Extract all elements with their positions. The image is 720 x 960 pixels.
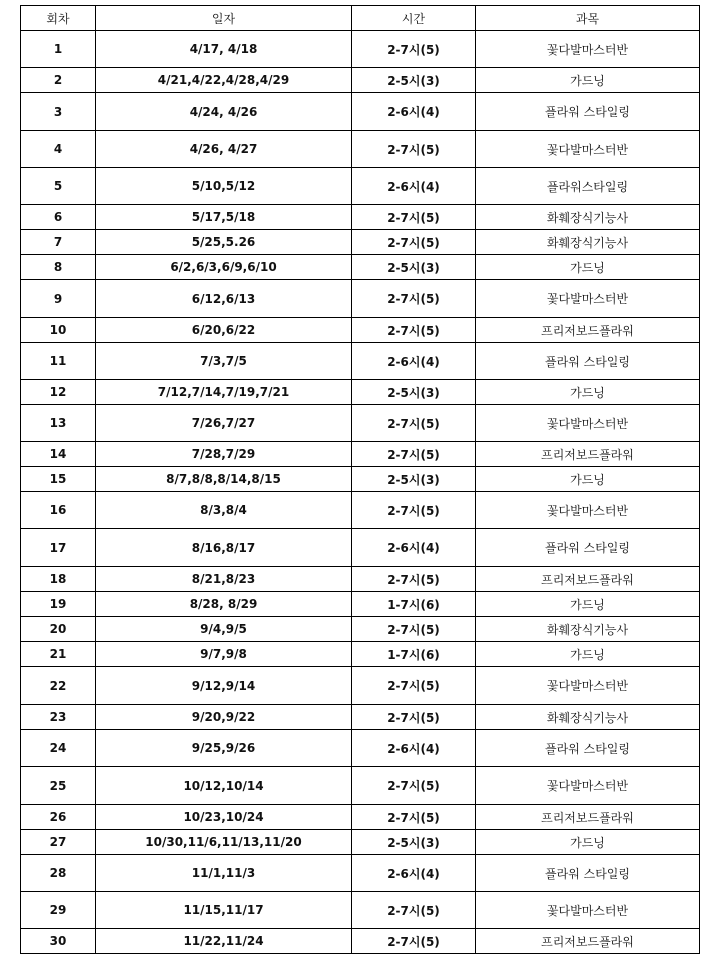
session-subject: 꽃다발마스터반 (476, 131, 700, 168)
session-dates: 9/25,9/26 (96, 730, 352, 767)
session-subject: 꽃다발마스터반 (476, 280, 700, 318)
session-dates: 6/20,6/22 (96, 318, 352, 343)
session-time: 2-7시(5) (352, 405, 476, 442)
session-time: 1-7시(6) (352, 592, 476, 617)
session-subject: 꽃다발마스터반 (476, 767, 700, 805)
header-row (21, 6, 700, 31)
session-subject: 프리저보드플라워 (476, 929, 700, 954)
session-time: 2-7시(5) (352, 492, 476, 529)
table-row (21, 767, 700, 805)
session-number: 4 (21, 131, 96, 168)
table-row (21, 168, 700, 205)
session-subject: 꽃다발마스터반 (476, 31, 700, 68)
session-time: 2-6시(4) (352, 93, 476, 131)
session-number: 11 (21, 343, 96, 380)
session-subject: 플라워 스타일링 (476, 343, 700, 380)
table-row (21, 617, 700, 642)
session-time: 2-5시(3) (352, 255, 476, 280)
session-number: 29 (21, 892, 96, 929)
session-number: 28 (21, 855, 96, 892)
session-subject: 플라워 스타일링 (476, 529, 700, 567)
session-number: 10 (21, 318, 96, 343)
session-time: 2-7시(5) (352, 31, 476, 68)
session-subject: 가드닝 (476, 467, 700, 492)
session-dates: 10/12,10/14 (96, 767, 352, 805)
session-subject: 꽃다발마스터반 (476, 892, 700, 929)
session-subject: 플라워 스타일링 (476, 730, 700, 767)
session-dates: 5/25,5.26 (96, 230, 352, 255)
session-subject: 플라워 스타일링 (476, 93, 700, 131)
session-number: 15 (21, 467, 96, 492)
session-time: 2-7시(5) (352, 705, 476, 730)
session-dates: 5/17,5/18 (96, 205, 352, 230)
session-number: 7 (21, 230, 96, 255)
session-number: 6 (21, 205, 96, 230)
session-subject: 꽃다발마스터반 (476, 667, 700, 705)
session-time: 2-7시(5) (352, 318, 476, 343)
table-row (21, 642, 700, 667)
session-time: 1-7시(6) (352, 642, 476, 667)
session-dates: 7/12,7/14,7/19,7/21 (96, 380, 352, 405)
table-row (21, 529, 700, 567)
session-time: 2-7시(5) (352, 892, 476, 929)
session-number: 16 (21, 492, 96, 529)
session-time: 2-5시(3) (352, 830, 476, 855)
table-row (21, 343, 700, 380)
session-subject: 가드닝 (476, 592, 700, 617)
table-row (21, 892, 700, 929)
session-dates: 5/10,5/12 (96, 168, 352, 205)
session-number: 17 (21, 529, 96, 567)
session-time: 2-6시(4) (352, 168, 476, 205)
session-subject: 꽃다발마스터반 (476, 492, 700, 529)
session-dates: 8/3,8/4 (96, 492, 352, 529)
session-dates: 8/28, 8/29 (96, 592, 352, 617)
session-dates: 11/22,11/24 (96, 929, 352, 954)
header-subject: 과목 (476, 6, 700, 31)
session-dates: 7/26,7/27 (96, 405, 352, 442)
session-subject: 플라워 스타일링 (476, 855, 700, 892)
session-number: 1 (21, 31, 96, 68)
session-number: 14 (21, 442, 96, 467)
session-number: 12 (21, 380, 96, 405)
session-number: 13 (21, 405, 96, 442)
session-time: 2-6시(4) (352, 343, 476, 380)
table-row (21, 467, 700, 492)
table-row (21, 318, 700, 343)
session-number: 25 (21, 767, 96, 805)
table-row (21, 805, 700, 830)
table-row (21, 255, 700, 280)
session-subject: 프리저보드플라워 (476, 805, 700, 830)
session-number: 20 (21, 617, 96, 642)
session-time: 2-7시(5) (352, 767, 476, 805)
session-time: 2-7시(5) (352, 667, 476, 705)
table-row (21, 93, 700, 131)
table-row (21, 492, 700, 529)
session-time: 2-7시(5) (352, 205, 476, 230)
table-row (21, 730, 700, 767)
session-dates: 9/7,9/8 (96, 642, 352, 667)
table-row (21, 705, 700, 730)
session-subject: 화훼장식기능사 (476, 705, 700, 730)
session-subject: 화훼장식기능사 (476, 205, 700, 230)
schedule-table (20, 5, 700, 954)
session-dates: 8/16,8/17 (96, 529, 352, 567)
session-subject: 꽃다발마스터반 (476, 405, 700, 442)
header-session: 회차 (21, 6, 96, 31)
session-time: 2-7시(5) (352, 567, 476, 592)
session-number: 24 (21, 730, 96, 767)
session-time: 2-7시(5) (352, 617, 476, 642)
session-dates: 4/24, 4/26 (96, 93, 352, 131)
session-subject: 가드닝 (476, 642, 700, 667)
table-row (21, 131, 700, 168)
session-dates: 6/12,6/13 (96, 280, 352, 318)
session-subject: 가드닝 (476, 68, 700, 93)
session-subject: 프리저보드플라워 (476, 318, 700, 343)
session-subject: 화훼장식기능사 (476, 617, 700, 642)
session-number: 23 (21, 705, 96, 730)
session-time: 2-7시(5) (352, 929, 476, 954)
session-number: 27 (21, 830, 96, 855)
header-dates: 일자 (96, 6, 352, 31)
table-row (21, 405, 700, 442)
header-time: 시간 (352, 6, 476, 31)
table-row (21, 830, 700, 855)
table-row (21, 567, 700, 592)
session-dates: 10/30,11/6,11/13,11/20 (96, 830, 352, 855)
session-subject: 가드닝 (476, 830, 700, 855)
session-dates: 9/20,9/22 (96, 705, 352, 730)
session-time: 2-7시(5) (352, 280, 476, 318)
session-number: 3 (21, 93, 96, 131)
session-subject: 프리저보드플라워 (476, 567, 700, 592)
session-dates: 11/15,11/17 (96, 892, 352, 929)
schedule-header (21, 6, 700, 31)
session-subject: 프리저보드플라워 (476, 442, 700, 467)
session-number: 9 (21, 280, 96, 318)
table-row (21, 280, 700, 318)
session-subject: 가드닝 (476, 255, 700, 280)
session-number: 30 (21, 929, 96, 954)
session-time: 2-7시(5) (352, 230, 476, 255)
session-time: 2-6시(4) (352, 730, 476, 767)
session-subject: 플라워스타일링 (476, 168, 700, 205)
session-subject: 화훼장식기능사 (476, 230, 700, 255)
session-subject: 가드닝 (476, 380, 700, 405)
session-number: 2 (21, 68, 96, 93)
session-time: 2-6시(4) (352, 855, 476, 892)
session-number: 18 (21, 567, 96, 592)
session-dates: 4/26, 4/27 (96, 131, 352, 168)
session-time: 2-7시(5) (352, 805, 476, 830)
session-dates: 11/1,11/3 (96, 855, 352, 892)
session-number: 26 (21, 805, 96, 830)
session-time: 2-6시(4) (352, 529, 476, 567)
table-row (21, 855, 700, 892)
table-row (21, 205, 700, 230)
session-time: 2-7시(5) (352, 131, 476, 168)
session-number: 22 (21, 667, 96, 705)
session-time: 2-5시(3) (352, 68, 476, 93)
session-time: 2-5시(3) (352, 467, 476, 492)
session-dates: 9/4,9/5 (96, 617, 352, 642)
session-number: 5 (21, 168, 96, 205)
session-dates: 8/7,8/8,8/14,8/15 (96, 467, 352, 492)
schedule-body (21, 31, 700, 954)
session-number: 8 (21, 255, 96, 280)
table-row (21, 68, 700, 93)
session-dates: 7/3,7/5 (96, 343, 352, 380)
table-row (21, 442, 700, 467)
session-number: 21 (21, 642, 96, 667)
session-dates: 6/2,6/3,6/9,6/10 (96, 255, 352, 280)
table-row (21, 31, 700, 68)
session-dates: 9/12,9/14 (96, 667, 352, 705)
session-number: 19 (21, 592, 96, 617)
session-dates: 4/21,4/22,4/28,4/29 (96, 68, 352, 93)
session-time: 2-7시(5) (352, 442, 476, 467)
table-row (21, 380, 700, 405)
session-dates: 7/28,7/29 (96, 442, 352, 467)
table-row (21, 592, 700, 617)
table-row (21, 230, 700, 255)
table-row (21, 667, 700, 705)
session-dates: 8/21,8/23 (96, 567, 352, 592)
session-time: 2-5시(3) (352, 380, 476, 405)
session-dates: 10/23,10/24 (96, 805, 352, 830)
table-row (21, 929, 700, 954)
session-dates: 4/17, 4/18 (96, 31, 352, 68)
